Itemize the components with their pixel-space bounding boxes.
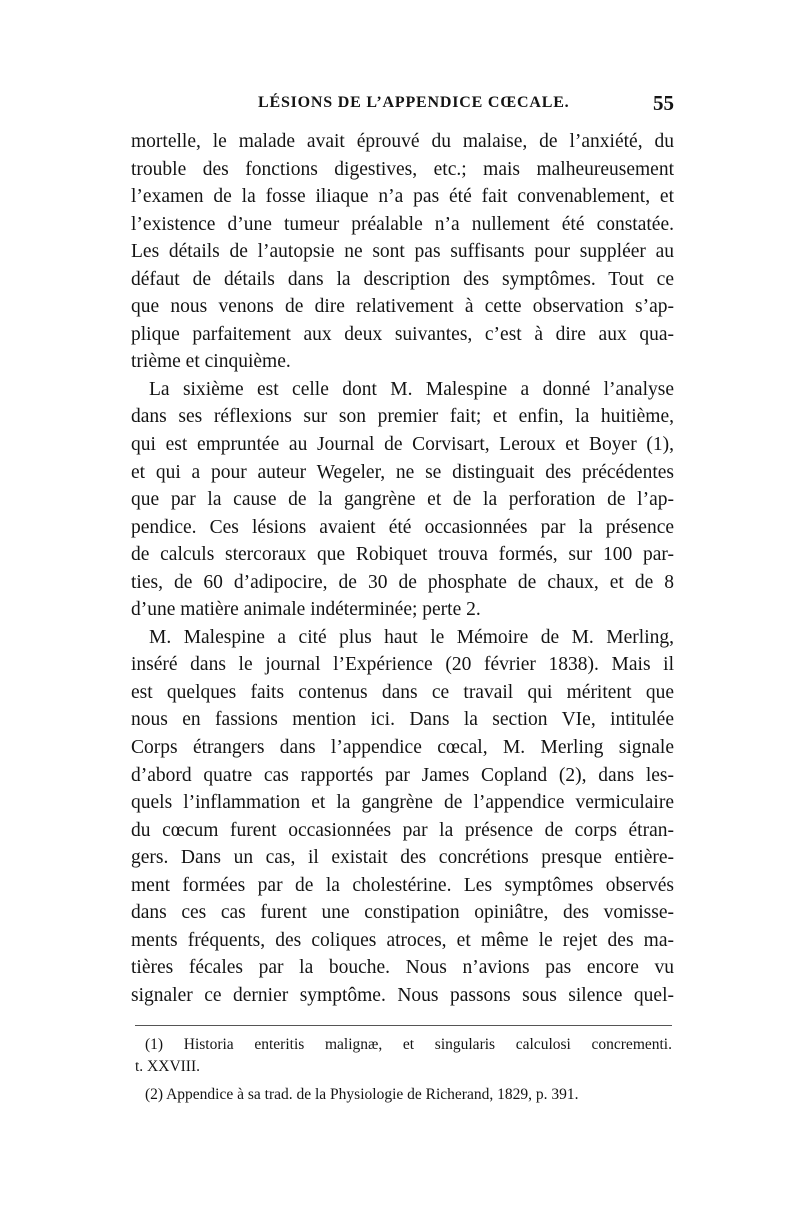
text-line: que par la cause de la gangrène et de la perforation de l’ap- bbox=[131, 489, 674, 511]
footnotes bbox=[135, 1034, 672, 1106]
text-line: tières fécales par la bouche. Nous n’avions pas encore vu bbox=[131, 957, 674, 979]
text-line: est quelques faits contenus dans ce travail qui méritent que bbox=[131, 681, 674, 703]
running-title: LÉSIONS DE L’APPENDICE CŒCALE. bbox=[258, 94, 570, 111]
text-line: M. Malespine a cité plus haut le Mémoire de M. Merling, bbox=[149, 626, 674, 648]
text-line: de calculs stercoraux que Robiquet trouva formés, sur 100 par- bbox=[131, 544, 674, 566]
running-head bbox=[140, 91, 674, 120]
text-line: défaut de détails dans la description des symptômes. Tout ce bbox=[131, 268, 674, 290]
text-line: dans ses réflexions sur son premier fait; et enfin, la huitième, bbox=[131, 406, 674, 428]
footnote-1-continuation: t. XXVIII. bbox=[135, 1058, 200, 1075]
text-line: ment formées par de la cholestérine. Les symptômes observés bbox=[131, 874, 674, 896]
text-line: l’existence d’une tumeur préalable n’a nullement été constatée. bbox=[131, 213, 674, 235]
footnote-2: (2) Appendice à sa trad. de la Physiologie de Richerand, 1829, p. 391. bbox=[145, 1086, 579, 1103]
text-line: nous en fassions mention ici. Dans la section VIe, intitulée bbox=[131, 709, 674, 731]
text-line: trième et cinquième. bbox=[131, 351, 291, 373]
text-line: quels l’inflammation et la gangrène de l’appendice vermiculaire bbox=[131, 792, 674, 814]
text-line: dans ces cas furent une constipation opiniâtre, des vomisse- bbox=[131, 902, 674, 924]
footnote-1: (1) Historia enteritis malignæ, et singularis calculosi concrementi. bbox=[145, 1036, 672, 1053]
text-line: ties, de 60 d’adipocire, de 30 de phosphate de chaux, et de 8 bbox=[131, 571, 674, 593]
text-line: que nous venons de dire relativement à cette observation s’ap- bbox=[131, 296, 674, 318]
text-line: ments fréquents, des coliques atroces, et même le rejet des ma- bbox=[131, 929, 674, 951]
text-line: mortelle, le malade avait éprouvé du malaise, de l’anxiété, du bbox=[131, 131, 674, 152]
text-line: Les détails de l’autopsie ne sont pas suffisants pour suppléer au bbox=[131, 241, 674, 263]
text-line: inséré dans le journal l’Expérience (20 février 1838). Mais il bbox=[131, 654, 674, 676]
text-line: pendice. Ces lésions avaient été occasionnées par la présence bbox=[131, 516, 674, 538]
text-line: trouble des fonctions digestives, etc.; mais malheureusement bbox=[131, 158, 674, 180]
text-line: d’une matière animale indéterminée; perte 2. bbox=[131, 599, 481, 621]
text-line: La sixième est celle dont M. Malespine a donné l’analyse bbox=[149, 378, 674, 400]
page-number: 55 bbox=[653, 91, 674, 115]
body-text bbox=[131, 128, 674, 1010]
text-line: plique parfaitement aux deux suivantes, c’est à dire aux qua- bbox=[131, 323, 674, 345]
text-line: gers. Dans un cas, il existait des concrétions presque entière- bbox=[131, 847, 674, 869]
footnote-rule bbox=[135, 1025, 672, 1026]
text-line: qui est empruntée au Journal de Corvisart, Leroux et Boyer (1), bbox=[131, 434, 674, 456]
text-line: l’examen de la fosse iliaque n’a pas été fait convenablement, et bbox=[131, 186, 674, 208]
text-line: signaler ce dernier symptôme. Nous passons sous silence quel- bbox=[131, 984, 674, 1006]
text-line: d’abord quatre cas rapportés par James Copland (2), dans les- bbox=[131, 764, 674, 786]
text-line: Corps étrangers dans l’appendice cœcal, M. Merling signale bbox=[131, 737, 674, 759]
text-line: et qui a pour auteur Wegeler, ne se distinguait des précédentes bbox=[131, 461, 674, 483]
text-line: du cœcum furent occasionnées par la présence de corps étran- bbox=[131, 819, 674, 841]
